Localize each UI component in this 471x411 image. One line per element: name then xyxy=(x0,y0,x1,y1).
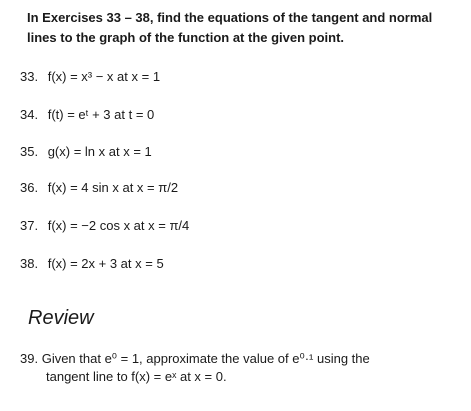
exercise-expression: f(x) = −2 cos x at x = π/4 xyxy=(47,218,190,233)
exercise-34 xyxy=(20,107,154,123)
exercise-33 xyxy=(20,69,160,85)
exercise-expression: g(x) = ln x at x = 1 xyxy=(47,144,152,159)
exercise-39 xyxy=(20,350,460,386)
exercise-expression: f(x) = 4 sin x at x = π/2 xyxy=(47,180,179,195)
exercise-number: 36. xyxy=(20,180,39,195)
exercise-35 xyxy=(20,144,152,160)
exercise-37 xyxy=(20,218,189,234)
exercise-39-text-line-1: Given that e⁰ = 1, approximate the value of e⁰·¹ using the xyxy=(41,351,370,366)
exercise-instructions: In Exercises 33 – 38, find the equations of the tangent and normal lines to the graph of the function at the given point. xyxy=(27,10,433,45)
exercise-number: 35. xyxy=(20,144,39,159)
exercise-expression: f(t) = eᵗ + 3 at t = 0 xyxy=(47,107,155,122)
exercise-36 xyxy=(20,180,178,196)
exercise-number: 34. xyxy=(20,107,39,122)
exercise-39-text-line-2: tangent line to f(x) = eˣ at x = 0. xyxy=(46,369,227,384)
exercise-expression: f(x) = 2x + 3 at x = 5 xyxy=(47,256,164,271)
exercise-expression: f(x) = x³ − x at x = 1 xyxy=(47,69,161,84)
exercise-number: 37. xyxy=(20,218,39,233)
exercise-number: 33. xyxy=(20,69,39,84)
exercise-38 xyxy=(20,256,164,272)
review-heading: Review xyxy=(28,307,94,329)
exercise-number: 38. xyxy=(20,256,39,271)
exercise-39-line-1 xyxy=(20,350,460,368)
exercise-number: 39. xyxy=(20,351,39,366)
